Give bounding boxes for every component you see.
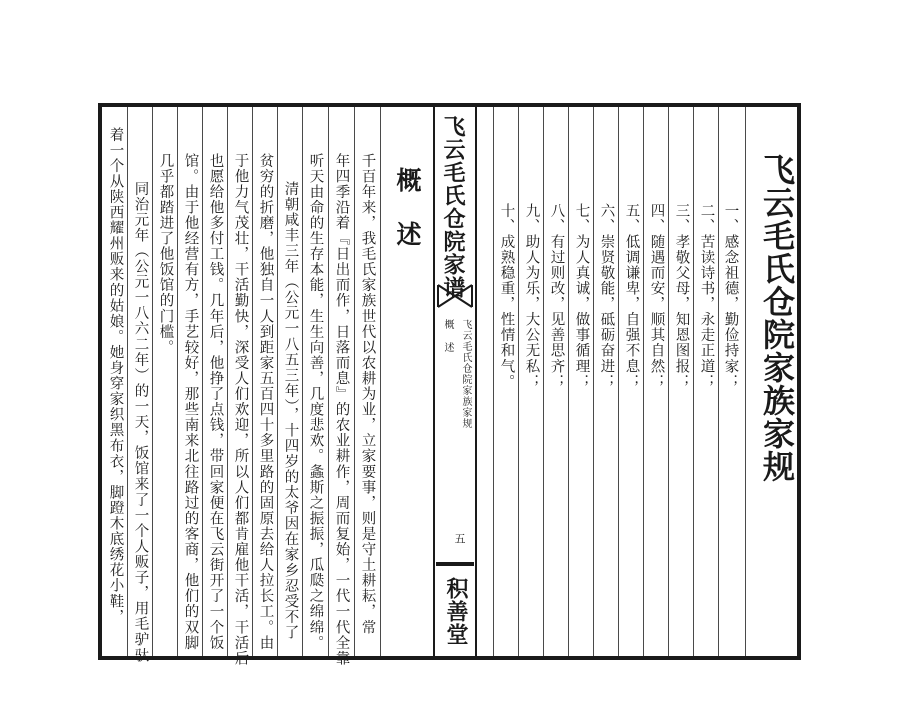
rule-item-8: 八、有过则改，见善思齐； [548, 203, 565, 390]
body-column-9: 几乎都踏进了他饭馆的门槛。 [157, 153, 174, 356]
body-column-10: 同治元年（公元一八六二年）的一天，饭馆来了一个人贩子，用毛驴驮 [132, 181, 149, 664]
rule-item-7: 七、为人真诚，做事循理； [573, 203, 590, 390]
column-rule [543, 107, 544, 656]
column-rule [152, 107, 153, 656]
column-rule [668, 107, 669, 656]
column-rule [227, 107, 228, 656]
column-rule [718, 107, 719, 656]
body-column-5: 贫穷的折磨，他独自一人到距家五百四十多里路的固原去给人拉长工。由 [257, 153, 274, 651]
spine-rule-left [433, 107, 435, 656]
column-rule [618, 107, 619, 656]
rule-item-6: 六、崇贤敬能，砥砺奋进； [598, 203, 615, 390]
column-rule [493, 107, 494, 656]
page-title: 飞云毛氏仓院家族家规 [758, 153, 796, 483]
book-spread [98, 103, 801, 667]
column-rule [380, 107, 381, 656]
rule-item-5: 五、低调谦卑，自强不息； [623, 203, 640, 390]
body-column-4: 清朝咸丰三年（公元一八五三年），十四岁的太爷因在家乡忍受不了 [282, 181, 299, 641]
column-rule [518, 107, 519, 656]
rule-item-9: 九、助人为乐，大公无私； [523, 203, 540, 390]
column-rule [177, 107, 178, 656]
body-column-2: 年四季沿着『日出而作，日落而息』的农业耕作，周而复始，一代一代全靠 [333, 153, 350, 667]
column-rule [643, 107, 644, 656]
spine-rule-right [475, 107, 477, 656]
column-rule [302, 107, 303, 656]
column-rule [568, 107, 569, 656]
column-rule [127, 107, 128, 656]
body-column-7: 也愿给他多付工钱。几年后，他挣了点钱，带回家便在飞云街开了一个饭 [207, 153, 224, 651]
section-heading: 概 述 [393, 167, 422, 246]
book-name: 飞云毛氏仓院家谱 [440, 115, 466, 299]
page-number: 五 [453, 533, 466, 545]
hall-name: 积善堂 [443, 577, 469, 646]
rule-item-10: 十、成熟稳重，性情和气。 [498, 203, 515, 390]
column-rule [202, 107, 203, 656]
body-column-11: 着一个从陕西耀州贩来的姑娘。她身穿家织黑布衣，脚蹬木底绣花小鞋， [107, 127, 124, 625]
rule-item-1: 一、感念祖德，勤俭持家； [722, 203, 739, 390]
body-column-6: 于他力气茂壮，干活勤快，深受人们欢迎，所以人们都肯雇他干活，干活后 [232, 153, 249, 667]
hall-band [436, 562, 474, 566]
column-rule [354, 107, 355, 656]
column-rule [745, 107, 746, 656]
column-rule [593, 107, 594, 656]
rule-item-4: 四、随遇而安，顺其自然； [648, 203, 665, 390]
column-rule [693, 107, 694, 656]
column-rule [252, 107, 253, 656]
body-column-3: 听天由命的生存本能，生生向善，几度悲欢。螽斯之振振，瓜瓞之绵绵。 [307, 153, 324, 651]
column-rule [277, 107, 278, 656]
rule-item-3: 三、孝敬父母，知恩图报； [673, 203, 690, 390]
fishtail-mark [436, 283, 474, 309]
body-column-8: 馆。由于他经营有方，手艺较好，那些南来北往路过的客商，他们的双脚 [182, 153, 199, 651]
section-small-label: 概 述 [442, 319, 453, 353]
column-rule [328, 107, 329, 656]
rule-item-2: 二、苦读诗书，永走正道； [698, 203, 715, 390]
running-title: 飞云毛氏仓院家族家规 [460, 319, 471, 429]
body-column-1: 千百年来，我毛氏家族世代以农耕为业，立家要事，则是守土耕耘，常 [359, 153, 376, 636]
